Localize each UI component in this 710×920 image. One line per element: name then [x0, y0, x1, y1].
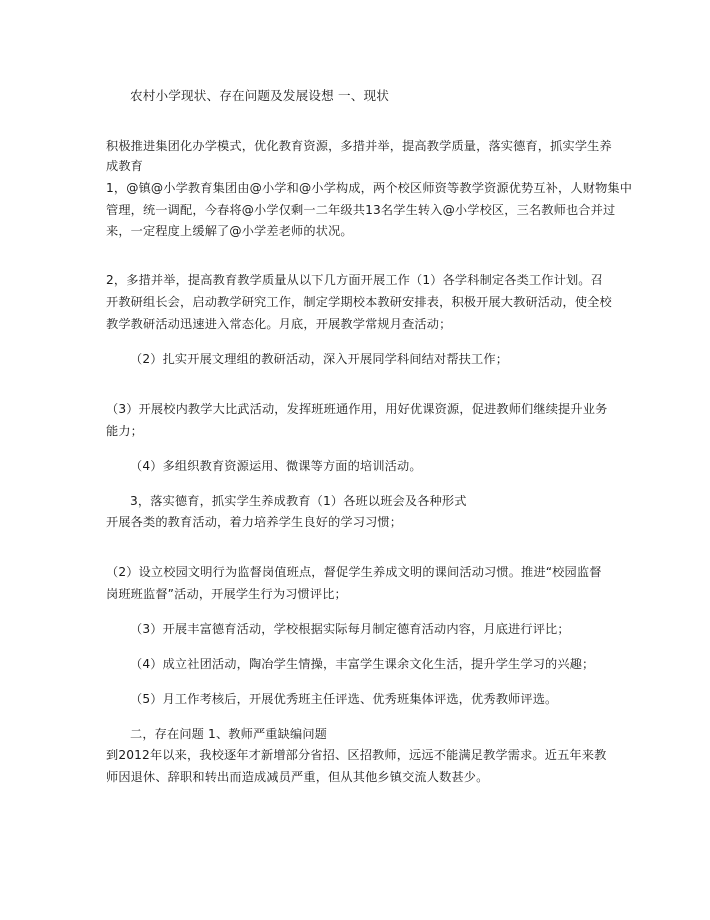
- paragraph-6-line1: 3，落实德育，抓实学生养成教育（1）各班以班会及各种形式: [130, 494, 467, 508]
- paragraph-4-line1: （3）开展校内教学大比武活动，发挥班班通作用，用好优课资源，促进教师们继续提升业务: [106, 402, 608, 416]
- paragraph-12-line2: 师因退休、辞职和转出而造成减员严重，但从其他乡镇交流人数甚少。: [106, 770, 489, 784]
- paragraph-5-line1: （4）多组织教育资源运用、微课等方面的培训活动。: [130, 459, 422, 473]
- paragraph-8-line1: （3）开展丰富德育活动，学校根据实际每月制定德育活动内容，月底进行评比；: [130, 622, 570, 636]
- paragraph-6-line2: 开展各类的教育活动，着力培养学生良好的学习习惯；: [106, 515, 403, 529]
- paragraph-7-line1: （2）设立校园文明行为监督岗值班点，督促学生养成文明的课间活动习惯。推进“校园监督: [106, 565, 602, 579]
- section2-heading: 二，存在问题 1、教师严重缺编问题: [130, 727, 327, 741]
- paragraph-3-line1: （2）扎实开展文理组的教研活动，深入开展同学科间结对帮扶工作；: [130, 352, 509, 366]
- paragraph-1-line3: 来，一定程度上缓解了@小学差老师的状况。: [106, 224, 353, 238]
- paragraph-12-line1: 到2012年以来，我校逐年才新增部分省招、区招教师，远远不能满足教学需求。近五年来教: [106, 748, 607, 762]
- paragraph-9-line1: （4）成立社团活动，陶冶学生情操，丰富学生课余文化生活，提升学生学习的兴趣；: [130, 657, 595, 671]
- document-title: 农村小学现状、存在问题及发展设想 一、现状: [130, 88, 390, 103]
- paragraph-1-line1: 1，@镇@小学教育集团由@小学和@小学构成，两个校区师资等教学资源优势互补，人财物集中: [106, 181, 633, 195]
- paragraph-1-line2: 管理，统一调配，今春将@小学仅剩一二年级共13名学生转入@小学校区，三名教师也合并过: [106, 203, 616, 217]
- paragraph-2-line1: 2，多措并举，提高教育教学质量从以下几方面开展工作（1）各学科制定各类工作计划。召: [106, 273, 603, 287]
- paragraph-7-line2: 岗班班监督”活动，开展学生行为习惯评比；: [106, 587, 347, 601]
- paragraph-2-line3: 教学教研活动迅速进入常态化。月底，开展教学常规月查活动；: [106, 317, 452, 331]
- paragraph-10-line1: （5）月工作考核后，开展优秀班主任评选、优秀班集体评选，优秀教师评选。: [130, 692, 558, 706]
- paragraph-4-line2: 能力；: [106, 424, 144, 438]
- section1-heading-line1: 积极推进集团化办学模式，优化教育资源，多措并举，提高教学质量，落实德育，抓实学生养: [106, 139, 612, 153]
- paragraph-2-line2: 开教研组长会，启动教学研究工作，制定学期校本教研安排表，积极开展大教研活动，使全校: [106, 295, 612, 309]
- section1-heading-line2: 成教育: [106, 159, 144, 173]
